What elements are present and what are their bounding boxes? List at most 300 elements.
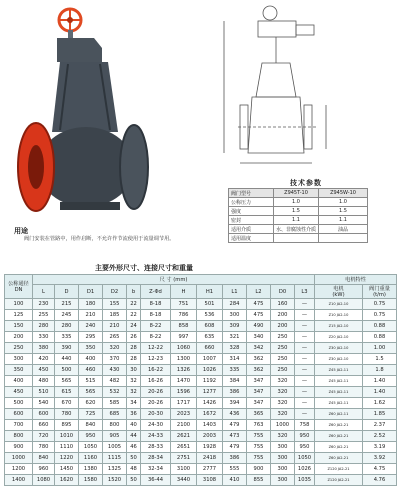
table-cell: 284 bbox=[223, 299, 247, 310]
dims-header-cell: H bbox=[171, 285, 197, 299]
param-value: 1.1 bbox=[319, 216, 368, 225]
table-cell: 20-30 bbox=[141, 409, 171, 420]
table-cell: 8-22 bbox=[141, 321, 171, 332]
table-cell: 230 bbox=[33, 299, 55, 310]
table-cell: 840 bbox=[33, 453, 55, 464]
table-cell: 473 bbox=[223, 431, 247, 442]
table-cell: 400 bbox=[79, 354, 103, 365]
dims-table-body bbox=[5, 299, 397, 486]
table-cell: 280 bbox=[55, 321, 79, 332]
table-cell: 1035 bbox=[295, 475, 315, 486]
table-cell: 245 bbox=[55, 310, 79, 321]
table-cell: 12-23 bbox=[141, 354, 171, 365]
table-cell: 479 bbox=[223, 420, 247, 431]
table-cell: 585 bbox=[103, 398, 127, 409]
table-cell: 1007 bbox=[197, 354, 223, 365]
table-cell: 160 bbox=[271, 299, 295, 310]
table-cell: 50 bbox=[127, 453, 141, 464]
table-cell: 763 bbox=[247, 420, 271, 431]
table-cell: 420 bbox=[33, 354, 55, 365]
table-cell: 600 bbox=[33, 409, 55, 420]
table-cell: 394 bbox=[223, 398, 247, 409]
dims-header-cell: D0 bbox=[271, 285, 295, 299]
table-cell: 16-26 bbox=[141, 376, 171, 387]
dn-cell: 900 bbox=[5, 442, 33, 453]
table-cell: 390 bbox=[55, 343, 79, 354]
table-cell: 480 bbox=[33, 376, 55, 387]
table-cell: 347 bbox=[247, 376, 271, 387]
table-cell: 1115 bbox=[103, 453, 127, 464]
table-cell: 1380 bbox=[79, 464, 103, 475]
table-cell: 22 bbox=[127, 310, 141, 321]
table-cell: 410 bbox=[223, 475, 247, 486]
table-cell: 501 bbox=[197, 299, 223, 310]
table-cell: — bbox=[295, 365, 315, 376]
param-section-title: 技术参数 bbox=[290, 179, 322, 187]
table-cell: — bbox=[295, 299, 315, 310]
table-cell: 1277 bbox=[197, 387, 223, 398]
motor-type-cell: Z20 JA2-10 bbox=[315, 332, 363, 343]
table-cell: 280 bbox=[33, 321, 55, 332]
table-cell: 40 bbox=[127, 420, 141, 431]
motor-type-cell: Z10 JA2-10 bbox=[315, 310, 363, 321]
table-cell: 2003 bbox=[197, 431, 223, 442]
table-row bbox=[5, 376, 397, 387]
table-cell: 1080 bbox=[33, 475, 55, 486]
dims-header-cell: D bbox=[55, 285, 79, 299]
table-cell: 1026 bbox=[197, 365, 223, 376]
table-cell: 362 bbox=[247, 354, 271, 365]
table-cell: 384 bbox=[223, 376, 247, 387]
table-cell: 2100 bbox=[171, 420, 197, 431]
dn-cell: 200 bbox=[5, 332, 33, 343]
table-cell: — bbox=[295, 376, 315, 387]
table-cell: 515 bbox=[79, 376, 103, 387]
dn-cell: 1200 bbox=[5, 464, 33, 475]
table-cell: 1160 bbox=[79, 453, 103, 464]
dims-header-row bbox=[5, 285, 397, 299]
valve-photo bbox=[2, 2, 162, 220]
table-cell: — bbox=[295, 310, 315, 321]
table-cell: 50 bbox=[127, 475, 141, 486]
table-cell: 635 bbox=[197, 332, 223, 343]
dn-cell: 700 bbox=[5, 420, 33, 431]
table-cell: 479 bbox=[223, 442, 247, 453]
table-cell: 2651 bbox=[171, 442, 197, 453]
motor-type-cell: Z60 JA2-21 bbox=[315, 420, 363, 431]
table-cell: 436 bbox=[223, 409, 247, 420]
table-cell: 321 bbox=[223, 332, 247, 343]
table-cell: 386 bbox=[223, 453, 247, 464]
param-value: 1.5 bbox=[274, 207, 319, 216]
dims-header-motor-unit: (kW) bbox=[332, 292, 345, 298]
table-cell: 755 bbox=[247, 453, 271, 464]
table-cell: 1.40 bbox=[363, 376, 397, 387]
motor-type-cell: Z15 JA2-10 bbox=[315, 321, 363, 332]
param-value: 1.1 bbox=[274, 216, 319, 225]
motor-type-cell: Z30 JA2-10 bbox=[315, 354, 363, 365]
dn-cell: 600 bbox=[5, 409, 33, 420]
dims-header-cell: H1 bbox=[197, 285, 223, 299]
table-cell: 1620 bbox=[55, 475, 79, 486]
table-cell: 320 bbox=[103, 343, 127, 354]
table-cell: 0.75 bbox=[363, 310, 397, 321]
table-cell: 1060 bbox=[171, 343, 197, 354]
table-cell: 905 bbox=[103, 431, 127, 442]
table-cell: 185 bbox=[103, 310, 127, 321]
table-cell: 800 bbox=[103, 420, 127, 431]
param-label: 适用温度 bbox=[229, 234, 274, 243]
table-cell: 1580 bbox=[79, 475, 103, 486]
table-cell: 350 bbox=[79, 343, 103, 354]
dims-header-cell: b bbox=[127, 285, 141, 299]
table-cell: 46 bbox=[127, 442, 141, 453]
left-flange-bore bbox=[28, 145, 44, 189]
param-label: 密封 bbox=[229, 216, 274, 225]
table-cell: 2.52 bbox=[363, 431, 397, 442]
table-cell: 3440 bbox=[171, 475, 197, 486]
motor-type-cell: Z60 JA2-21 bbox=[315, 453, 363, 464]
table-row bbox=[5, 442, 397, 453]
param-label: 公称压力 bbox=[229, 198, 274, 207]
table-cell: 36-44 bbox=[141, 475, 171, 486]
table-cell: 16-22 bbox=[141, 365, 171, 376]
valve-base bbox=[60, 202, 120, 210]
param-value: Z945T-10 bbox=[274, 189, 319, 198]
table-cell: 34 bbox=[127, 398, 141, 409]
table-cell: 44 bbox=[127, 431, 141, 442]
table-cell: 300 bbox=[223, 310, 247, 321]
table-cell: 320 bbox=[271, 431, 295, 442]
table-cell: 28-33 bbox=[141, 442, 171, 453]
table-cell: 255 bbox=[33, 310, 55, 321]
table-cell: 780 bbox=[33, 442, 55, 453]
table-cell: 475 bbox=[247, 310, 271, 321]
dn-cell: 500 bbox=[5, 398, 33, 409]
motor-type-cell: Z30 JA2-10 bbox=[315, 343, 363, 354]
table-cell: 32 bbox=[127, 387, 141, 398]
table-cell: 36 bbox=[127, 409, 141, 420]
table-cell: 347 bbox=[247, 387, 271, 398]
table-cell: 28 bbox=[127, 354, 141, 365]
table-cell: 1300 bbox=[171, 354, 197, 365]
table-cell: 532 bbox=[103, 387, 127, 398]
table-cell: 1050 bbox=[295, 453, 315, 464]
table-cell: 608 bbox=[197, 321, 223, 332]
table-cell: 1596 bbox=[171, 387, 197, 398]
table-cell: 900 bbox=[247, 464, 271, 475]
table-row bbox=[5, 475, 397, 486]
table-cell: 22 bbox=[127, 299, 141, 310]
table-cell: 960 bbox=[33, 464, 55, 475]
table-cell: 1325 bbox=[103, 464, 127, 475]
table-cell: 250 bbox=[271, 343, 295, 354]
table-cell: 20-26 bbox=[141, 398, 171, 409]
table-cell: 8-22 bbox=[141, 332, 171, 343]
dims-header-cell: Z-Φd bbox=[141, 285, 171, 299]
table-cell: 1110 bbox=[55, 442, 79, 453]
table-cell: 1000 bbox=[271, 420, 295, 431]
motor-type-cell: Z120 JA2-21 bbox=[315, 475, 363, 486]
drawing-motor bbox=[296, 25, 314, 35]
table-row bbox=[5, 343, 397, 354]
motor-type-cell: Z60 JA2-21 bbox=[315, 431, 363, 442]
param-label: 适用介质 bbox=[229, 225, 274, 234]
dims-header-motor-group: 电机特性 bbox=[315, 275, 397, 285]
table-cell: 1.85 bbox=[363, 409, 397, 420]
param-value: 1.5 bbox=[319, 207, 368, 216]
table-cell: 250 bbox=[271, 365, 295, 376]
motor-type-cell: Z45 JA2-11 bbox=[315, 376, 363, 387]
table-cell: 540 bbox=[33, 398, 55, 409]
dims-table bbox=[4, 274, 397, 486]
table-row bbox=[5, 365, 397, 376]
param-value: 油品 bbox=[319, 225, 368, 234]
table-row bbox=[5, 464, 397, 475]
table-cell: 240 bbox=[79, 321, 103, 332]
table-cell: 328 bbox=[223, 343, 247, 354]
table-cell: 32-34 bbox=[141, 464, 171, 475]
table-cell: 26 bbox=[127, 332, 141, 343]
param-value: 1.0 bbox=[274, 198, 319, 207]
handwheel bbox=[59, 9, 81, 31]
table-cell: 4.75 bbox=[363, 464, 397, 475]
table-cell: 370 bbox=[103, 354, 127, 365]
table-cell: 342 bbox=[247, 343, 271, 354]
table-cell: 265 bbox=[103, 332, 127, 343]
gearbox bbox=[57, 38, 102, 62]
table-cell: 20-26 bbox=[141, 387, 171, 398]
table-cell: 180 bbox=[79, 299, 103, 310]
param-value: 水、非腐蚀性介质 bbox=[274, 225, 319, 234]
table-cell: 1450 bbox=[55, 464, 79, 475]
table-cell: 1403 bbox=[197, 420, 223, 431]
table-row bbox=[5, 299, 397, 310]
dims-header-motor bbox=[315, 285, 363, 299]
dims-header-weight-label: 阀门重量 bbox=[369, 286, 390, 292]
table-cell: 3.92 bbox=[363, 453, 397, 464]
dims-header-cell: L1 bbox=[223, 285, 247, 299]
table-cell: 295 bbox=[79, 332, 103, 343]
dims-header-dn-label: 公称通径 bbox=[8, 281, 29, 287]
table-cell: 950 bbox=[79, 431, 103, 442]
motor-type-cell: Z10 JA2-10 bbox=[315, 299, 363, 310]
drawing-body bbox=[248, 97, 304, 153]
table-cell: 751 bbox=[171, 299, 197, 310]
table-row bbox=[5, 387, 397, 398]
table-cell: 555 bbox=[223, 464, 247, 475]
table-cell: 780 bbox=[55, 409, 79, 420]
table-row bbox=[5, 431, 397, 442]
table-cell: 565 bbox=[79, 387, 103, 398]
table-cell: 840 bbox=[79, 420, 103, 431]
param-value: Z945W-10 bbox=[319, 189, 368, 198]
table-cell: 565 bbox=[55, 376, 79, 387]
dims-header-unit: (mm) bbox=[173, 277, 188, 283]
table-cell: 2023 bbox=[171, 409, 197, 420]
table-cell: 475 bbox=[247, 299, 271, 310]
table-cell: 0.88 bbox=[363, 321, 397, 332]
motor-type-cell: Z45 JA2-11 bbox=[315, 387, 363, 398]
table-cell: 615 bbox=[55, 387, 79, 398]
table-cell: 2777 bbox=[197, 464, 223, 475]
handwheel-hub bbox=[67, 17, 73, 23]
dims-header-weight-unit: (t/m) bbox=[373, 292, 386, 298]
table-cell: 1010 bbox=[55, 431, 79, 442]
dims-header-cell: L3 bbox=[295, 285, 315, 299]
table-cell: 347 bbox=[247, 398, 271, 409]
table-cell: 0.75 bbox=[363, 299, 397, 310]
table-cell: 1.40 bbox=[363, 387, 397, 398]
table-cell: 250 bbox=[271, 332, 295, 343]
table-cell: 320 bbox=[271, 398, 295, 409]
param-value bbox=[274, 234, 319, 243]
table-cell: 24 bbox=[127, 321, 141, 332]
table-cell: 2621 bbox=[171, 431, 197, 442]
dn-cell: 400 bbox=[5, 376, 33, 387]
dims-header-cell: D2 bbox=[103, 285, 127, 299]
table-cell: 8-18 bbox=[141, 310, 171, 321]
dn-cell: 100 bbox=[5, 299, 33, 310]
table-cell: 620 bbox=[79, 398, 103, 409]
param-row bbox=[229, 207, 368, 216]
dims-header-motor-label: 电机 bbox=[333, 286, 344, 292]
table-cell: 1326 bbox=[171, 365, 197, 376]
table-cell: 755 bbox=[247, 431, 271, 442]
param-row bbox=[229, 216, 368, 225]
table-cell: 3100 bbox=[171, 464, 197, 475]
param-value bbox=[319, 234, 368, 243]
table-cell: 725 bbox=[79, 409, 103, 420]
dn-cell: 250 bbox=[5, 343, 33, 354]
dims-header-weight bbox=[363, 285, 397, 299]
table-cell: 330 bbox=[33, 332, 55, 343]
table-cell: 300 bbox=[271, 442, 295, 453]
param-label: 阀门型号 bbox=[229, 189, 274, 198]
table-cell: 1026 bbox=[295, 464, 315, 475]
dn-cell: 300 bbox=[5, 354, 33, 365]
dn-cell: 1400 bbox=[5, 475, 33, 486]
table-cell: 1470 bbox=[171, 376, 197, 387]
motor-type-cell: Z45 JA2-11 bbox=[315, 398, 363, 409]
table-cell: 48 bbox=[127, 464, 141, 475]
table-cell: 950 bbox=[295, 431, 315, 442]
table-cell: 28-34 bbox=[141, 453, 171, 464]
dn-cell: 125 bbox=[5, 310, 33, 321]
param-row bbox=[229, 225, 368, 234]
table-cell: — bbox=[295, 332, 315, 343]
param-row bbox=[229, 198, 368, 207]
table-cell: 460 bbox=[79, 365, 103, 376]
dims-table-title: 主要外形尺寸、连接尺寸和重量 bbox=[95, 264, 193, 272]
table-cell: 855 bbox=[247, 475, 271, 486]
table-cell: 314 bbox=[223, 354, 247, 365]
table-cell: 1.5 bbox=[363, 354, 397, 365]
param-row bbox=[229, 234, 368, 243]
table-cell: 500 bbox=[55, 365, 79, 376]
dn-cell: 150 bbox=[5, 321, 33, 332]
table-cell: 32 bbox=[127, 376, 141, 387]
table-cell: 2.37 bbox=[363, 420, 397, 431]
table-cell: 335 bbox=[223, 365, 247, 376]
motor-type-cell: Z45 JA2-11 bbox=[315, 365, 363, 376]
table-cell: 482 bbox=[103, 376, 127, 387]
table-cell: 300 bbox=[271, 453, 295, 464]
dims-header-row-top bbox=[5, 275, 397, 285]
table-cell: 510 bbox=[33, 387, 55, 398]
table-cell: 2751 bbox=[171, 453, 197, 464]
motor-type-cell: Z120 JA2-21 bbox=[315, 464, 363, 475]
table-cell: 320 bbox=[271, 376, 295, 387]
table-cell: 758 bbox=[295, 420, 315, 431]
table-cell: 670 bbox=[55, 398, 79, 409]
table-cell: 997 bbox=[171, 332, 197, 343]
table-cell: 1005 bbox=[103, 442, 127, 453]
table-cell: 12-22 bbox=[141, 343, 171, 354]
table-cell: 950 bbox=[295, 442, 315, 453]
table-cell: 536 bbox=[197, 310, 223, 321]
table-cell: 320 bbox=[271, 409, 295, 420]
table-cell: 309 bbox=[223, 321, 247, 332]
drawing-handwheel bbox=[263, 6, 277, 20]
dims-header-dn bbox=[5, 275, 33, 299]
drawing-actuator bbox=[258, 21, 296, 37]
table-cell: 24-33 bbox=[141, 431, 171, 442]
table-cell: 755 bbox=[247, 442, 271, 453]
table-row bbox=[5, 398, 397, 409]
table-cell: 2418 bbox=[197, 453, 223, 464]
table-cell: 380 bbox=[33, 343, 55, 354]
table-row bbox=[5, 332, 397, 343]
usage-text: 阀门安装在管路中，用作启断，不允许作节流使用于流量调节用。 bbox=[24, 236, 175, 242]
table-cell: 1.00 bbox=[363, 343, 397, 354]
table-cell: — bbox=[295, 387, 315, 398]
table-row bbox=[5, 310, 397, 321]
table-cell: 30 bbox=[127, 365, 141, 376]
table-row bbox=[5, 453, 397, 464]
table-cell: 200 bbox=[271, 310, 295, 321]
dn-cell: 1000 bbox=[5, 453, 33, 464]
table-cell: 8-18 bbox=[141, 299, 171, 310]
table-cell: 1.8 bbox=[363, 365, 397, 376]
table-cell: 3108 bbox=[197, 475, 223, 486]
dims-header-cell: D1 bbox=[79, 285, 103, 299]
motor-type-cell: Z60 JA2-21 bbox=[315, 442, 363, 453]
table-cell: 1050 bbox=[79, 442, 103, 453]
table-row bbox=[5, 321, 397, 332]
dims-header-size-label: 尺 bbox=[159, 277, 165, 283]
table-cell: 685 bbox=[103, 409, 127, 420]
table-cell: 340 bbox=[247, 332, 271, 343]
table-cell: 440 bbox=[55, 354, 79, 365]
table-cell: 1928 bbox=[197, 442, 223, 453]
table-cell: 210 bbox=[79, 310, 103, 321]
table-cell: 24-30 bbox=[141, 420, 171, 431]
table-cell: 320 bbox=[271, 387, 295, 398]
valve-technical-drawing bbox=[208, 5, 358, 175]
table-cell: 1672 bbox=[197, 409, 223, 420]
table-cell: 200 bbox=[271, 321, 295, 332]
table-cell: 430 bbox=[103, 365, 127, 376]
table-cell: 660 bbox=[33, 420, 55, 431]
table-cell: 335 bbox=[55, 332, 79, 343]
table-cell: 386 bbox=[223, 387, 247, 398]
table-cell: — bbox=[295, 343, 315, 354]
table-cell: 490 bbox=[247, 321, 271, 332]
table-row bbox=[5, 409, 397, 420]
table-cell: 720 bbox=[33, 431, 55, 442]
table-cell: 365 bbox=[247, 409, 271, 420]
